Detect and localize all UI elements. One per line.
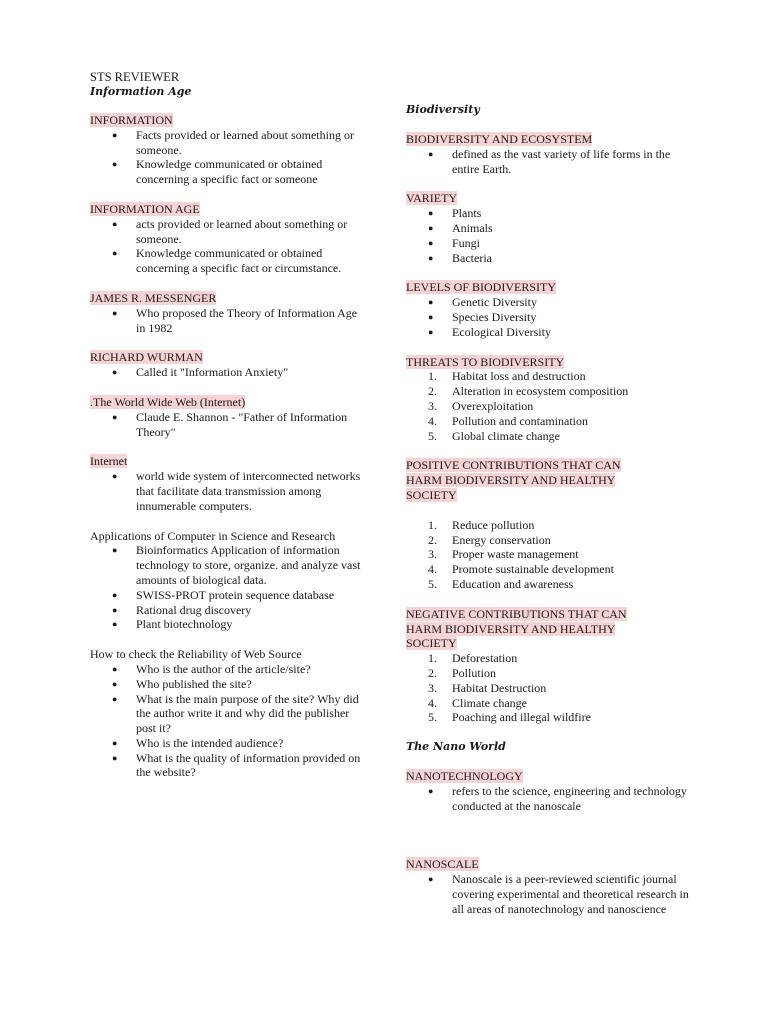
levels-list: [406, 295, 696, 339]
list-item: 2. Pollution: [428, 665, 497, 680]
section-title-biodiversity: Biodiversity: [406, 103, 480, 116]
spacer: [406, 503, 696, 518]
information-list: [90, 128, 365, 187]
heading-threats: THREATS TO BIODIVERSITY: [406, 354, 565, 369]
heading-information-age: INFORMATION AGE: [90, 201, 200, 216]
list-item: ● Rational drug discovery: [112, 602, 252, 617]
list-item: 5. Education and awareness: [428, 576, 574, 591]
list-item: ● What is the main purpose of the site? Why did the author write it and why did the publisher post it?: [112, 691, 359, 736]
heading-nanoscale: NANOSCALE: [406, 857, 479, 872]
positive-list: [406, 518, 696, 592]
list-item: 5. Global climate change: [428, 428, 560, 443]
nanotech-list: [406, 784, 696, 814]
heading-internet: Internet: [90, 454, 128, 469]
list-item: ● Who is the intended audience?: [112, 735, 284, 750]
heading-messenger: JAMES R. MESSENGER: [90, 290, 217, 305]
doc-subtitle: Information Age: [90, 85, 192, 98]
list-item: 1. Reduce pollution: [428, 517, 535, 532]
list-item: ● Who published the site?: [112, 676, 252, 691]
heading-www: .The World Wide Web (Internet): [90, 394, 246, 409]
left-column: [90, 70, 365, 780]
information-age-list: [90, 217, 365, 276]
threats-list: [406, 369, 696, 443]
list-item: 2. Alteration in ecosystem composition: [428, 384, 629, 399]
list-item: ● Genetic Diversity: [428, 295, 537, 310]
list-item: ● Plants: [428, 206, 482, 221]
list-item: ● What is the quality of information provided on the website?: [112, 750, 361, 780]
list-item: 2. Energy conservation: [428, 532, 551, 547]
list-item: ● Animals: [428, 220, 493, 235]
list-item: ● Species Diversity: [428, 309, 537, 324]
nanoscale-list: [406, 872, 696, 916]
section-title-nano: The Nano World: [406, 740, 506, 754]
heading-positive: POSITIVE CONTRIBUTIONS THAT CAN HARM BIODIVERSITY AND HEALTHY SOCIETY: [406, 458, 621, 502]
list-item: ● Who proposed the Theory of Information Age in 1982: [112, 305, 358, 335]
applications-list: [90, 543, 365, 632]
list-item: ● world wide system of interconnected networks that facilitate data transmission among innumerable computers.: [112, 469, 361, 513]
list-item: ● acts provided or learned about something or someone.: [112, 216, 348, 246]
negative-list: [406, 651, 696, 725]
list-item: ● Fungi: [428, 235, 481, 250]
list-item: ● Who is the author of the article/site?: [112, 661, 311, 676]
list-item: ● Knowledge communicated or obtained concerning a specific fact or someone: [112, 157, 323, 187]
list-item: ● Nanoscale is a peer-reviewed scientific journal covering experimental and theoretical research in all areas of nanotechnology and nanoscience: [428, 872, 689, 916]
list-item: 3. Habitat Destruction: [428, 680, 547, 695]
wurman-list: [90, 365, 365, 380]
list-item: ● Knowledge communicated or obtained concerning a specific fact or circumstance.: [112, 246, 342, 276]
www-list: [90, 410, 365, 440]
heading-wurman: RICHARD WURMAN: [90, 350, 203, 365]
doc-title: STS REVIEWER: [90, 70, 180, 84]
right-column: [406, 103, 696, 917]
heading-reliability: How to check the Reliability of Web Source: [90, 647, 302, 662]
heading-variety: VARIETY: [406, 191, 458, 206]
list-item: 4. Climate change: [428, 695, 527, 710]
list-item: ● Bioinformatics Application of information technology to store, organize. and analyze vast amounts of biological data.: [112, 543, 361, 587]
list-item: 4. Pollution and contamination: [428, 413, 588, 428]
list-item: ● Plant biotechnology: [112, 617, 233, 632]
list-item: ● Facts provided or learned about something or someone.: [112, 127, 354, 157]
bio-eco-list: [406, 147, 696, 177]
list-item: 4. Promote sustainable development: [428, 562, 614, 577]
list-item: ● refers to the science, engineering and technology conducted at the nanoscale: [428, 783, 687, 813]
internet-list: [90, 469, 365, 513]
heading-levels: LEVELS OF BIODIVERSITY: [406, 280, 556, 295]
messenger-list: [90, 306, 365, 336]
list-item: ● Claude E. Shannon - "Father of Information Theory": [112, 409, 348, 439]
list-item: ● defined as the vast variety of life forms in the entire Earth.: [428, 146, 671, 176]
heading-nanotech: NANOTECHNOLOGY: [406, 769, 523, 784]
heading-bio-eco: BIODIVERSITY AND ECOSYSTEM: [406, 132, 593, 146]
list-item: 3. Overexploitation: [428, 398, 534, 413]
list-item: 5. Poaching and illegal wildfire: [428, 710, 591, 725]
heading-information: INFORMATION: [90, 113, 173, 127]
list-item: ● Bacteria: [428, 250, 492, 265]
heading-applications: Applications of Computer in Science and Research: [90, 528, 336, 543]
reliability-list: [90, 662, 365, 780]
heading-negative: NEGATIVE CONTRIBUTIONS THAT CAN HARM BIODIVERSITY AND HEALTHY SOCIETY: [406, 606, 627, 651]
list-item: ● Called it "Information Anxiety": [112, 365, 289, 380]
variety-list: [406, 206, 696, 265]
list-item: 3. Proper waste management: [428, 547, 579, 562]
list-item: 1. Habitat loss and destruction: [428, 369, 586, 384]
list-item: ● Ecological Diversity: [428, 324, 551, 339]
list-item: 1. Deforestation: [428, 651, 518, 666]
list-item: ● SWISS-PROT protein sequence database: [112, 587, 335, 602]
